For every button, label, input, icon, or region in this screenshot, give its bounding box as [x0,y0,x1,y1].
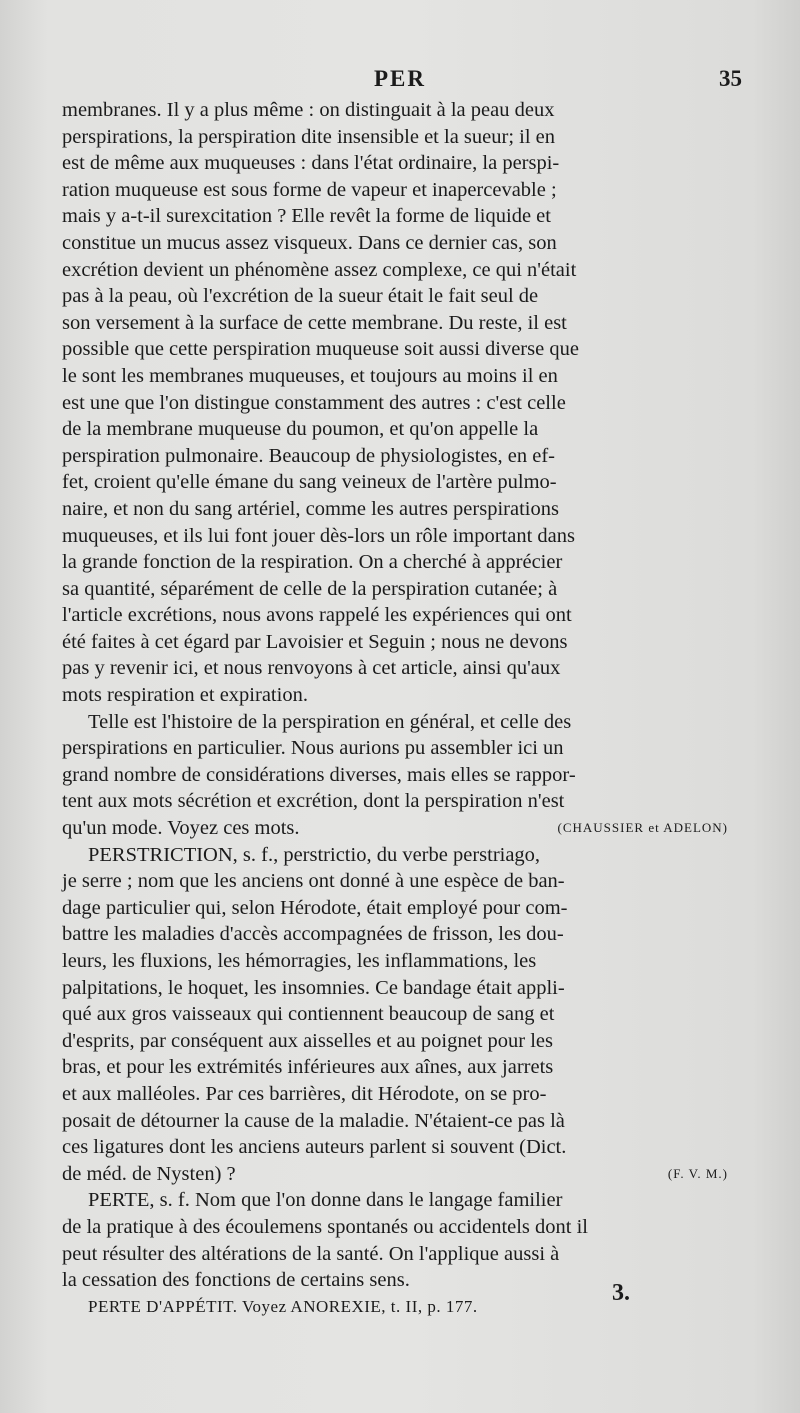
text-line: perspirations, la perspiration dite insensible et la sueur; il en [62,125,556,148]
text-line: Telle est l'histoire de la perspiration en général, et celle des [88,710,572,733]
author-signature: (F. V. M.) [667,1165,728,1181]
text-line: naire, et non du sang artériel, comme les autres perspirations [62,497,559,520]
text-line: ces ligatures dont les anciens auteurs parlent si souvent (Dict. [62,1136,567,1159]
text-line: est une que l'on distingue constamment des autres : c'est celle [62,391,566,414]
text-line: mais y a-t-il surexcitation ? Elle revêt la forme de liquide et [62,205,551,228]
text-line: de méd. de Nysten) ? [62,1162,236,1185]
text-line: perspirations en particulier. Nous aurions pu assembler ici un [62,737,564,760]
text-line: leurs, les fluxions, les hémorragies, les inflammations, les [62,950,537,972]
text-line: été faites à cet égard par Lavoisier et Seguin ; nous ne devons [62,630,568,653]
text-line-with-signature [62,815,728,842]
text-line: perspiration pulmonaire. Beaucoup de physiologistes, en ef- [62,444,556,467]
signature-mark: 3. [612,1280,630,1306]
text-line: la cessation des fonctions de certains sens. [62,1269,410,1292]
text-line: d'esprits, par conséquent aux aisselles et au poignet pour les [62,1029,554,1052]
text-line: qué aux gros vaisseaux qui contiennent beaucoup de sang et [62,1003,555,1026]
text-line: mots respiration et expiration. [62,684,308,707]
text-line-with-signature [62,1161,728,1188]
text-line: est de même aux muqueuses : dans l'état ordinaire, la perspi- [62,152,560,175]
text-line: posait de détourner la cause de la maladie. N'étaient-ce pas là [62,1109,565,1132]
running-head: PER [374,66,426,91]
page-header [60,66,740,96]
text-line: de la pratique à des écoulemens spontanés ou accidentels dont il [62,1215,588,1238]
text-line: ration muqueuse est sous forme de vapeur et inapercevable ; [62,178,557,201]
text-line: pas y revenir ici, et nous renvoyons à cet article, ainsi qu'aux [62,657,561,680]
entry-headword-line: PERSTRICTION, s. f., perstrictio, du verbe perstriago, [88,843,541,866]
text-line: muqueuses, et ils lui font jouer dès-lors un rôle important dans [62,524,575,547]
text-line: l'article excrétions, nous avons rappelé les expériences qui ont [62,604,572,627]
text-line: excrétion devient un phénomène assez complexe, ce qui n'était [62,258,577,281]
text-line: et aux malléoles. Par ces barrières, dit Hérodote, on se pro- [62,1082,547,1105]
text-line: fet, croient qu'elle émane du sang veineux de l'artère pulmo- [62,471,557,494]
text-line: son versement à la surface de cette membrane. Du reste, il est [62,311,567,334]
text-line: qu'un mode. Voyez ces mots. [62,817,300,840]
text-line: de la membrane muqueuse du poumon, et qu'on appelle la [62,418,539,441]
text-line: membranes. Il y a plus même : on distinguait à la peau deux [62,99,555,121]
entry-headword-line: PERTE, s. f. Nom que l'on donne dans le langage familier [88,1189,563,1212]
text-line: bras, et pour les extrémités inférieures aux aînes, aux jarrets [62,1056,554,1079]
text-line: palpitations, le hoquet, les insomnies. Ce bandage était appli- [62,976,565,999]
text-line: sa quantité, séparément de celle de la perspiration cutanée; à [62,577,558,600]
text-line: tent aux mots sécrétion et excrétion, dont la perspiration n'est [62,790,565,813]
text-line: constitue un mucus assez visqueux. Dans ce dernier cas, son [62,231,557,254]
page-number: 35 [719,66,742,91]
text-line: possible que cette perspiration muqueuse soit aussi diverse que [62,338,579,361]
text-line: battre les maladies d'accès accompagnées de frisson, les dou- [62,923,564,946]
cross-reference-line: PERTE D'APPÉTIT. Voyez ANOREXIE, t. II, p. 177. [88,1296,478,1316]
text-line: pas à la peau, où l'excrétion de la sueur était le fait seul de [62,285,539,308]
author-signature: (CHAUSSIER et ADELON) [557,820,728,836]
text-line: dage particulier qui, selon Hérodote, était employé pour com- [62,896,568,919]
text-line: peut résulter des altérations de la santé. On l'applique aussi à [62,1242,560,1265]
text-line: je serre ; nom que les anciens ont donné à une espèce de ban- [62,870,565,893]
text-line: grand nombre de considérations diverses, mais elles se rappor- [62,763,576,786]
body-text [62,97,728,1320]
text-line: la grande fonction de la respiration. On a cherché à apprécier [62,551,563,574]
text-line: le sont les membranes muqueuses, et toujours au moins il en [62,364,558,387]
